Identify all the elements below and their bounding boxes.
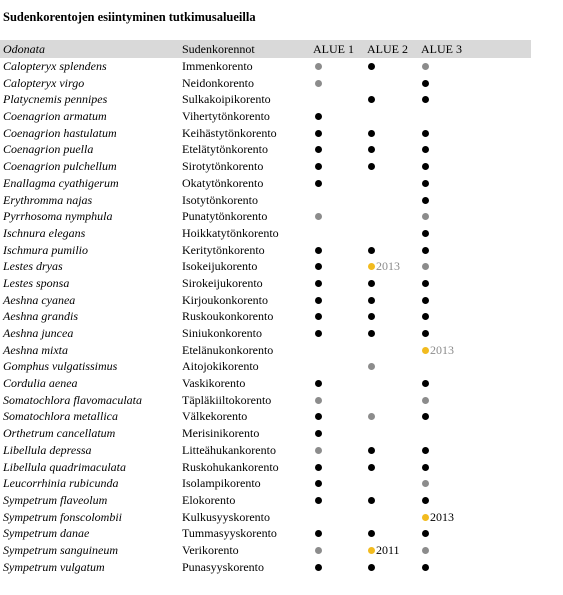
alue-2-cell [368,375,428,392]
alue-1-cell [315,342,375,359]
grey-dot-marker [315,63,322,70]
finnish-name: Punasyyskorento [182,559,264,574]
observation-year: 2011 [376,542,400,557]
alue-1-cell [315,308,375,325]
latin-name: Coenagrion armatum [3,109,107,124]
alue-2-cell [368,175,428,192]
header-alue-3: ALUE 3 [421,42,462,56]
alue-3-cell [422,408,482,425]
alue-2-cell [368,392,428,409]
alue-1-cell [315,258,375,275]
black-dot-marker [422,163,429,170]
grey-dot-marker [422,397,429,404]
alue-1-cell [315,542,375,559]
page-title: Sudenkorentojen esiintyminen tutkimusalueilla [3,10,256,24]
alue-3-cell [422,442,482,459]
latin-name: Erythromma najas [3,192,93,207]
table-row [0,225,531,242]
table-row [0,141,531,158]
alue-1-cell [315,509,375,526]
finnish-name: Merisinikorento [182,426,260,441]
alue-1-cell [315,492,375,509]
black-dot-marker [315,564,322,571]
table-header [0,40,531,58]
table-row [0,375,531,392]
table-row [0,392,531,409]
latin-name: Gomphus vulgatissimus [3,359,118,374]
alue-2-cell [368,208,428,225]
alue-1-cell [315,208,375,225]
alue-1-cell [315,459,375,476]
alue-3-cell [422,358,482,375]
alue-1-cell [315,408,375,425]
latin-name: Lestes sponsa [3,275,70,290]
alue-2-cell [368,358,428,375]
black-dot-marker [368,63,375,70]
header-alue-1: ALUE 1 [313,42,354,56]
finnish-name: Verikorento [182,542,239,557]
latin-name: Calopteryx virgo [3,75,85,90]
black-dot-marker [368,130,375,137]
alue-3-cell [422,125,482,142]
alue-3-cell [422,58,482,75]
black-dot-marker [422,413,429,420]
header-alue-2: ALUE 2 [367,42,408,56]
alue-2-cell [368,258,428,275]
alue-2-cell [368,425,428,442]
black-dot-marker [422,146,429,153]
grey-dot-marker [368,363,375,370]
table-row [0,208,531,225]
latin-name: Aeshna mixta [3,342,68,357]
alue-1-cell [315,442,375,459]
alue-2-cell [368,509,428,526]
latin-name: Sympetrum vulgatum [3,559,105,574]
alue-2-cell [368,141,428,158]
black-dot-marker [422,96,429,103]
alue-1-cell [315,242,375,259]
black-dot-marker [422,564,429,571]
latin-name: Leucorrhinia rubicunda [3,476,119,491]
alue-3-cell [422,258,482,275]
alue-2-cell [368,242,428,259]
alue-1-cell [315,58,375,75]
alue-2-cell [368,459,428,476]
finnish-name: Sulkakoipikorento [182,92,271,107]
black-dot-marker [315,280,322,287]
latin-name: Aeshna grandis [3,309,78,324]
alue-3-cell [422,175,482,192]
header-odonata: Odonata [3,42,45,56]
black-dot-marker [422,80,429,87]
finnish-name: Etelänukonkorento [182,342,274,357]
finnish-name: Keritytönkorento [182,242,265,257]
alue-3-cell [422,242,482,259]
latin-name: Platycnemis pennipes [3,92,108,107]
grey-dot-marker [422,480,429,487]
alue-3-cell [422,342,482,359]
table-row [0,358,531,375]
alue-3-cell [422,192,482,209]
alue-2-cell [368,192,428,209]
alue-2-cell [368,442,428,459]
alue-3-cell [422,392,482,409]
alue-1-cell [315,225,375,242]
table-row [0,242,531,259]
table-row [0,192,531,209]
black-dot-marker [368,297,375,304]
finnish-name: Hoikkatytönkorento [182,225,279,240]
alue-3-cell [422,225,482,242]
latin-name: Aeshna cyanea [3,292,76,307]
finnish-name: Immenkorento [182,59,253,73]
grey-dot-marker [315,397,322,404]
black-dot-marker [368,330,375,337]
latin-name: Sympetrum fonscolombii [3,509,122,524]
alue-1-cell [315,192,375,209]
alue-1-cell [315,275,375,292]
alue-1-cell [315,108,375,125]
black-dot-marker [315,480,322,487]
yellow-dot-marker [422,514,429,521]
finnish-name: Keihästytönkorento [182,125,277,140]
alue-2-cell [368,58,428,75]
yellow-dot-marker [368,547,375,554]
alue-1-cell [315,141,375,158]
alue-1-cell [315,292,375,309]
alue-3-cell [422,559,482,576]
black-dot-marker [422,313,429,320]
yellow-dot-marker [422,347,429,354]
alue-2-cell [368,492,428,509]
finnish-name: Punatytönkorento [182,209,268,224]
finnish-name: Vihertytönkorento [182,109,270,124]
table-row [0,75,531,92]
black-dot-marker [368,447,375,454]
finnish-name: Etelätytönkorento [182,142,268,157]
observation-year: 2013 [376,259,400,274]
alue-1-cell [315,125,375,142]
table-row [0,475,531,492]
black-dot-marker [368,280,375,287]
black-dot-marker [315,497,322,504]
latin-name: Ischmura pumilio [3,242,88,257]
alue-3-cell [422,292,482,309]
latin-name: Coenagrion hastulatum [3,125,117,140]
finnish-name: Täpläkiiltokorento [182,392,272,407]
black-dot-marker [422,297,429,304]
black-dot-marker [315,380,322,387]
alue-2-cell [368,108,428,125]
alue-2-cell [368,542,428,559]
alue-2-cell [368,559,428,576]
black-dot-marker [368,163,375,170]
alue-1-cell [315,559,375,576]
alue-2-cell [368,125,428,142]
black-dot-marker [368,96,375,103]
latin-name: Aeshna juncea [3,326,74,340]
alue-1-cell [315,158,375,175]
finnish-name: Sirotytönkorento [182,159,264,174]
grey-dot-marker [422,547,429,554]
black-dot-marker [315,130,322,137]
finnish-name: Isokeijukorento [182,259,258,274]
finnish-name: Siniukonkorento [182,326,262,340]
black-dot-marker [315,113,322,120]
finnish-name: Välkekorento [182,409,248,424]
latin-name: Calopteryx splendens [3,59,107,73]
table-row [0,408,531,425]
alue-2-cell [368,325,428,342]
latin-name: Sympetrum sanguineum [3,542,118,557]
table-row [0,525,531,542]
grey-dot-marker [315,213,322,220]
alue-3-cell [422,141,482,158]
table-row [0,492,531,509]
black-dot-marker [422,247,429,254]
black-dot-marker [422,497,429,504]
table-row [0,542,531,559]
black-dot-marker [315,297,322,304]
table-row [0,91,531,108]
alue-1-cell [315,475,375,492]
alue-2-cell [368,342,428,359]
alue-2-cell [368,275,428,292]
alue-1-cell [315,91,375,108]
alue-2-cell [368,225,428,242]
finnish-name: Isotytönkorento [182,192,258,207]
black-dot-marker [422,197,429,204]
black-dot-marker [422,447,429,454]
table-row [0,125,531,142]
black-dot-marker [368,464,375,471]
black-dot-marker [368,313,375,320]
black-dot-marker [422,330,429,337]
latin-name: Pyrrhosoma nymphula [3,209,113,224]
alue-3-cell [422,375,482,392]
alue-2-cell [368,475,428,492]
table-row [0,459,531,476]
table-row [0,425,531,442]
table-row [0,292,531,309]
latin-name: Sympetrum danae [3,526,90,541]
yellow-dot-marker [368,263,375,270]
table-row [0,559,531,576]
finnish-name: Elokorento [182,492,236,507]
grey-dot-marker [368,413,375,420]
table-row [0,275,531,292]
grey-dot-marker [422,63,429,70]
alue-1-cell [315,375,375,392]
latin-name: Lestes dryas [3,259,63,274]
alue-3-cell [422,475,482,492]
table-row [0,175,531,192]
black-dot-marker [422,530,429,537]
alue-3-cell [422,525,482,542]
alue-2-cell [368,308,428,325]
black-dot-marker [315,313,322,320]
alue-2-cell [368,525,428,542]
alue-3-cell [422,425,482,442]
black-dot-marker [368,530,375,537]
black-dot-marker [368,497,375,504]
latin-name: Sympetrum flaveolum [3,492,108,507]
black-dot-marker [368,247,375,254]
alue-2-cell [368,408,428,425]
black-dot-marker [422,130,429,137]
black-dot-marker [422,464,429,471]
black-dot-marker [315,430,322,437]
alue-3-cell [422,325,482,342]
finnish-name: Kulkusyyskorento [182,509,270,524]
black-dot-marker [368,146,375,153]
latin-name: Libellula depressa [3,442,92,457]
latin-name: Enallagma cyathigerum [3,175,119,190]
black-dot-marker [315,330,322,337]
finnish-name: Aitojokikorento [182,359,259,374]
header-sudenkorennot: Sudenkorennot [182,42,255,56]
table-row [0,442,531,459]
table-row [0,509,531,526]
black-dot-marker [315,146,322,153]
black-dot-marker [315,263,322,270]
table-row [0,158,531,175]
finnish-name: Neidonkorento [182,75,254,90]
grey-dot-marker [422,213,429,220]
alue-3-cell [422,542,482,559]
black-dot-marker [315,464,322,471]
alue-3-cell [422,308,482,325]
finnish-name: Tummasyyskorento [182,526,277,541]
observation-year: 2013 [430,509,454,524]
alue-3-cell [422,208,482,225]
grey-dot-marker [422,263,429,270]
alue-2-cell [368,75,428,92]
finnish-name: Litteähukankorento [182,442,276,457]
black-dot-marker [368,564,375,571]
grey-dot-marker [315,547,322,554]
alue-2-cell [368,91,428,108]
finnish-name: Kirjoukonkorento [182,292,268,307]
alue-3-cell [422,275,482,292]
alue-3-cell [422,108,482,125]
finnish-name: Isolampikorento [182,476,261,491]
alue-3-cell [422,75,482,92]
alue-1-cell [315,392,375,409]
alue-1-cell [315,175,375,192]
observation-year: 2013 [430,342,454,357]
latin-name: Cordulia aenea [3,376,78,391]
latin-name: Somatochlora metallica [3,409,118,424]
alue-3-cell [422,509,482,526]
black-dot-marker [422,280,429,287]
finnish-name: Okatytönkorento [182,175,264,190]
alue-3-cell [422,492,482,509]
latin-name: Orthetrum cancellatum [3,426,116,441]
alue-1-cell [315,75,375,92]
alue-3-cell [422,158,482,175]
grey-dot-marker [315,80,322,87]
alue-3-cell [422,459,482,476]
black-dot-marker [315,180,322,187]
alue-1-cell [315,358,375,375]
table-row [0,258,531,275]
alue-1-cell [315,425,375,442]
table-row [0,308,531,325]
alue-2-cell [368,158,428,175]
latin-name: Somatochlora flavomaculata [3,392,142,407]
black-dot-marker [315,530,322,537]
black-dot-marker [315,163,322,170]
black-dot-marker [422,380,429,387]
finnish-name: Ruskoukonkorento [182,309,274,324]
finnish-name: Sirokeijukorento [182,275,263,290]
black-dot-marker [422,180,429,187]
finnish-name: Ruskohukankorento [182,459,279,474]
grey-dot-marker [315,447,322,454]
latin-name: Libellula quadrimaculata [3,459,126,474]
table-row [0,325,531,342]
alue-2-cell [368,292,428,309]
latin-name: Coenagrion pulchellum [3,159,117,174]
table-row [0,342,531,359]
latin-name: Coenagrion puella [3,142,94,157]
black-dot-marker [315,413,322,420]
black-dot-marker [315,247,322,254]
alue-3-cell [422,91,482,108]
alue-1-cell [315,325,375,342]
black-dot-marker [422,230,429,237]
table-row [0,108,531,125]
species-table [0,58,531,575]
alue-1-cell [315,525,375,542]
finnish-name: Vaskikorento [182,376,246,391]
table-row [0,58,531,75]
latin-name: Ischnura elegans [3,225,86,240]
